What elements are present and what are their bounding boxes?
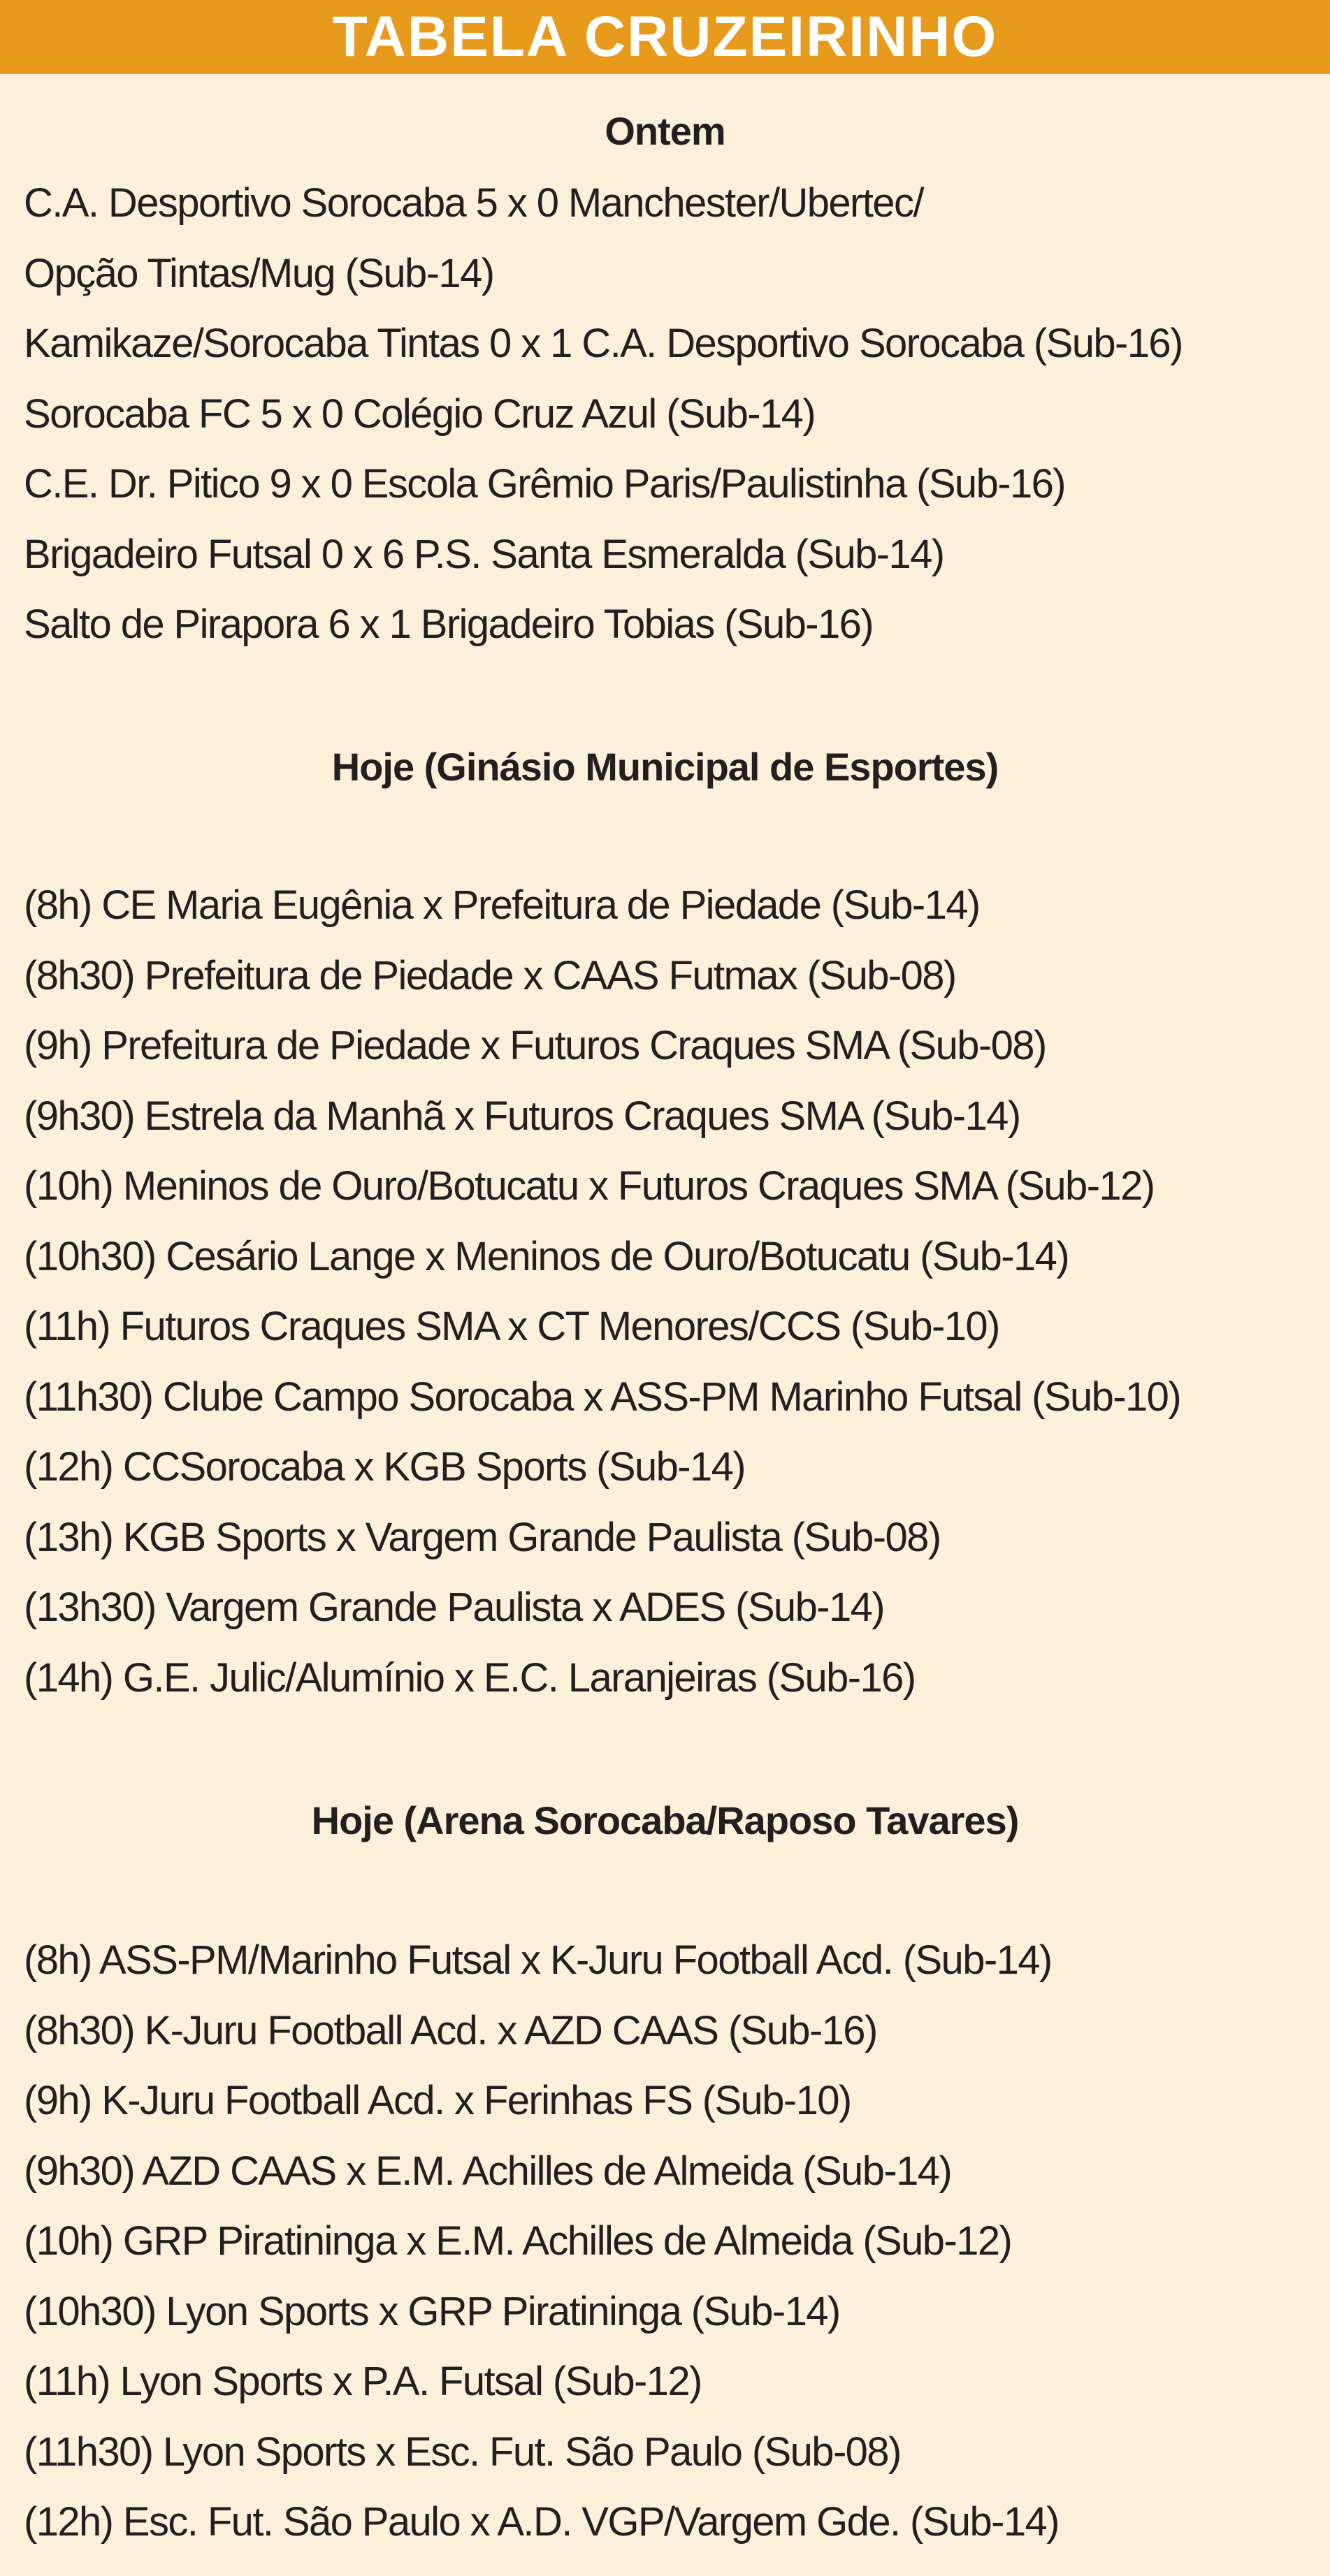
match-line: (8h30) K-Juru Football Acd. x AZD CAAS (Sub-16) <box>24 2007 877 2053</box>
match-line: (11h) Lyon Sports x P.A. Futsal (Sub-12) <box>24 2359 702 2404</box>
match-line: Brigadeiro Futsal 0 x 6 P.S. Santa Esmeralda (Sub-14) <box>24 531 944 577</box>
match-line: (8h30) Prefeitura de Piedade x CAAS Futmax (Sub-08) <box>24 952 956 998</box>
match-line: (14h) G.E. Julic/Alumínio x E.C. Laranjeiras (Sub-16) <box>24 1654 916 1701</box>
match-line: (9h30) AZD CAAS x E.M. Achilles de Almeida (Sub-14) <box>24 2148 952 2194</box>
match-line: (8h) ASS-PM/Marinho Futsal x K-Juru Football Acd. (Sub-14) <box>24 1937 1052 1983</box>
match-line: Salto de Pirapora 6 x 1 Brigadeiro Tobias (Sub-16) <box>24 602 874 647</box>
results-list-ontem <box>24 168 1183 660</box>
match-line: (11h) Futuros Craques SMA x CT Menores/CCS (Sub-10) <box>24 1304 999 1349</box>
match-line: (8h) CE Maria Eugênia x Prefeitura de Piedade (Sub-14) <box>24 882 980 928</box>
section-heading-arena: Hoje (Arena Sorocaba/Raposo Tavares) <box>311 1798 1019 1842</box>
match-line: (12h) Esc. Fut. São Paulo x A.D. VGP/Vargem Gde. (Sub-14) <box>24 2499 1059 2545</box>
section-heading-ontem: Ontem <box>605 109 725 153</box>
match-line: Sorocaba FC 5 x 0 Colégio Cruz Azul (Sub-14) <box>24 391 816 437</box>
match-line: (10h) Meninos de Ouro/Botucatu x Futuros Craques SMA (Sub-12) <box>24 1163 1155 1209</box>
match-line: (9h) Prefeitura de Piedade x Futuros Craques SMA (Sub-08) <box>24 1023 1046 1068</box>
match-line: (12h) CCSorocaba x KGB Sports (Sub-14) <box>24 1444 745 1490</box>
match-line: Opção Tintas/Mug (Sub-14) <box>24 250 494 296</box>
match-line: (9h30) Estrela da Manhã x Futuros Craques SMA (Sub-14) <box>24 1093 1020 1139</box>
match-line: (10h30) Cesário Lange x Meninos de Ouro/Botucatu (Sub-14) <box>24 1233 1069 1279</box>
match-line: Kamikaze/Sorocaba Tintas 0 x 1 C.A. Desportivo Sorocaba (Sub-16) <box>24 321 1183 366</box>
match-line: (10h) GRP Piratininga x E.M. Achilles de Almeida (Sub-12) <box>24 2218 1012 2264</box>
match-line: C.E. Dr. Pitico 9 x 0 Escola Grêmio Paris/Paulistinha (Sub-16) <box>24 461 1065 507</box>
schedule-list-arena <box>24 1926 1059 2558</box>
match-line: (11h30) Lyon Sports x Esc. Fut. São Paulo (Sub-08) <box>24 2429 901 2475</box>
match-line: (11h30) Clube Campo Sorocaba x ASS-PM Marinho Futsal (Sub-10) <box>24 1374 1181 1420</box>
match-line: (10h30) Lyon Sports x GRP Piratininga (Sub-14) <box>24 2288 840 2334</box>
header-banner <box>0 0 1330 74</box>
page-title: TABELA CRUZEIRINHO <box>332 5 998 68</box>
match-line: C.A. Desportivo Sorocaba 5 x 0 Manchester/Ubertec/ <box>24 180 923 226</box>
schedule-list-ginasio <box>24 871 1180 1713</box>
section-heading-ginasio: Hoje (Ginásio Municipal de Esportes) <box>331 745 999 789</box>
match-line: (9h) K-Juru Football Acd. x Ferinhas FS (Sub-10) <box>24 2078 851 2123</box>
match-line: (13h30) Vargem Grande Paulista x ADES (Sub-14) <box>24 1585 884 1630</box>
match-line: (13h) KGB Sports x Vargem Grande Paulista (Sub-08) <box>24 1514 941 1560</box>
